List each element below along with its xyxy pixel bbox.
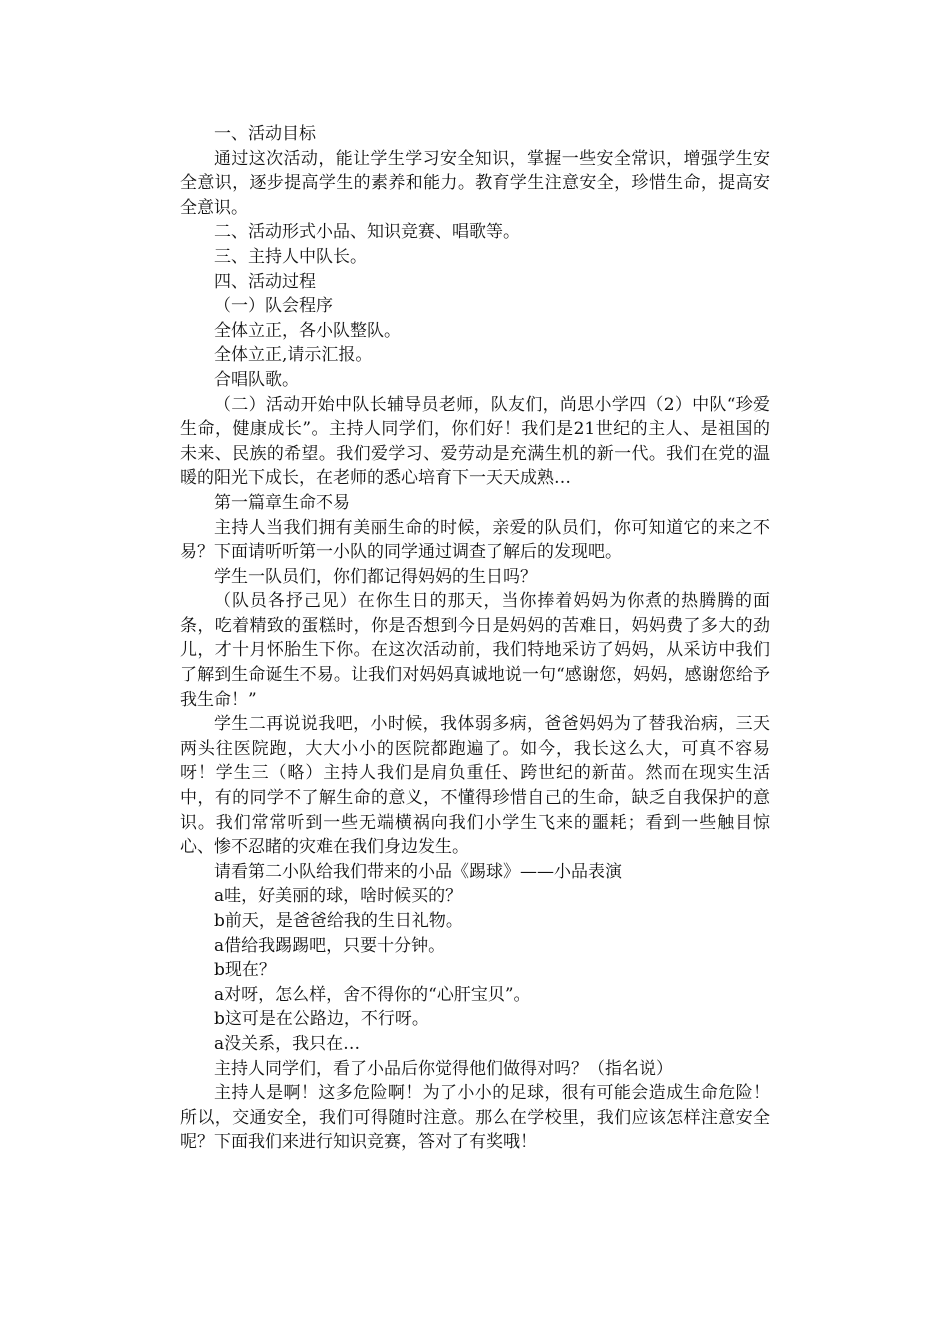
paragraph-host-intro: 主持人当我们拥有美丽生命的时候，亲爱的队员们，你可知道它的来之不易？下面请听听第一小队的同学通过调查了解后的发现吧。 bbox=[180, 517, 770, 563]
heading-activity-process: 四、活动过程 bbox=[214, 271, 316, 292]
heading-activity-form: 二、活动形式小品、知识竞赛、唱歌等。 bbox=[214, 222, 520, 243]
document-body bbox=[180, 122, 770, 1155]
dialogue-line: b这可是在公路边，不行呀。 bbox=[214, 1009, 429, 1030]
paragraph-members-views: （队员各抒己见）在你生日的那天，当你捧着妈妈为你煮的热腾腾的面条，吃着精致的蛋糕时，你是否想到今日是妈妈的苦难日，妈妈费了多大的劲儿，才十月怀胎生下你。在这次活动前，我们特地采访了妈妈，从采访中我们了解到生命诞生不易。让我们对妈妈真诚地说一句“感谢您，妈妈，感谢您给予我生命！” bbox=[180, 591, 770, 710]
paragraph-goal-text: 通过这次活动，能让学生学习安全知识，掌握一些安全常识，增强学生安全意识，逐步提高学生的素养和能力。教育学生注意安全，珍惜生命，提高安全意识。 bbox=[180, 148, 770, 218]
paragraph-activity-start: （二）活动开始中队长辅导员老师，队友们，尚思小学四（2）中队“珍爱生命，健康成长”。主持人同学们，你们好！我们是21世纪的主人、是祖国的未来、民族的希望。我们爱学习、爱劳动是充满生机的新一代。我们在党的温暖的阳光下成长，在老师的悉心培育下一天天成熟… bbox=[180, 394, 770, 489]
paragraph-host-safety: 主持人是啊！这多危险啊！为了小小的足球，很有可能会造成生命危险！所以，交通安全，我们可得随时注意。那么在学校里，我们应该怎样注意安全呢？下面我们来进行知识竞赛，答对了有奖哦！ bbox=[180, 1083, 770, 1153]
dialogue-line: a对呀，怎么样，舍不得你的“心肝宝贝”。 bbox=[214, 984, 531, 1005]
dialogue-line: a哇，好美丽的球，啥时候买的？ bbox=[214, 886, 463, 907]
paragraph-student-two: 学生二再说说我吧，小时候，我体弱多病，爸爸妈妈为了替我治病，三天两头往医院跑，大大小小的医院都跑遍了。如今，我长这么大，可真不容易呀！学生三（略）主持人我们是肩负重任、跨世纪的新苗。然而在现实生活中，有的同学不了解生命的意义，不懂得珍惜自己的生命，缺乏自我保护的意识。我们常常听到一些无端横祸向我们小学生飞来的噩耗；看到一些触目惊心、惨不忍睹的灾难在我们身边发生。 bbox=[180, 714, 770, 858]
paragraph-skit-intro: 请看第二小队给我们带来的小品《踢球》——小品表演 bbox=[214, 861, 622, 882]
chapter-title-life-not-easy: 第一篇章生命不易 bbox=[214, 492, 350, 513]
paragraph-line: 全体立正，各小队整队。 bbox=[214, 320, 401, 341]
dialogue-line: b前天，是爸爸给我的生日礼物。 bbox=[214, 911, 463, 931]
paragraph-host-question: 主持人同学们，看了小品后你觉得他们做得对吗？（指名说） bbox=[214, 1058, 673, 1079]
paragraph-line: 全体立正,请示汇报。 bbox=[214, 345, 373, 366]
subheading-meeting-procedure: （一）队会程序 bbox=[214, 296, 333, 317]
paragraph-line: 合唱队歌。 bbox=[214, 369, 299, 390]
paragraph-student-one: 学生一队员们，你们都记得妈妈的生日吗？ bbox=[214, 566, 537, 587]
heading-host: 三、主持人中队长。 bbox=[214, 246, 367, 267]
dialogue-line: b现在？ bbox=[214, 960, 276, 981]
heading-activity-goal: 一、活动目标 bbox=[214, 124, 316, 144]
dialogue-line: a借给我踢踢吧，只要十分钟。 bbox=[214, 935, 446, 956]
dialogue-line: a没关系，我只在… bbox=[214, 1033, 361, 1054]
